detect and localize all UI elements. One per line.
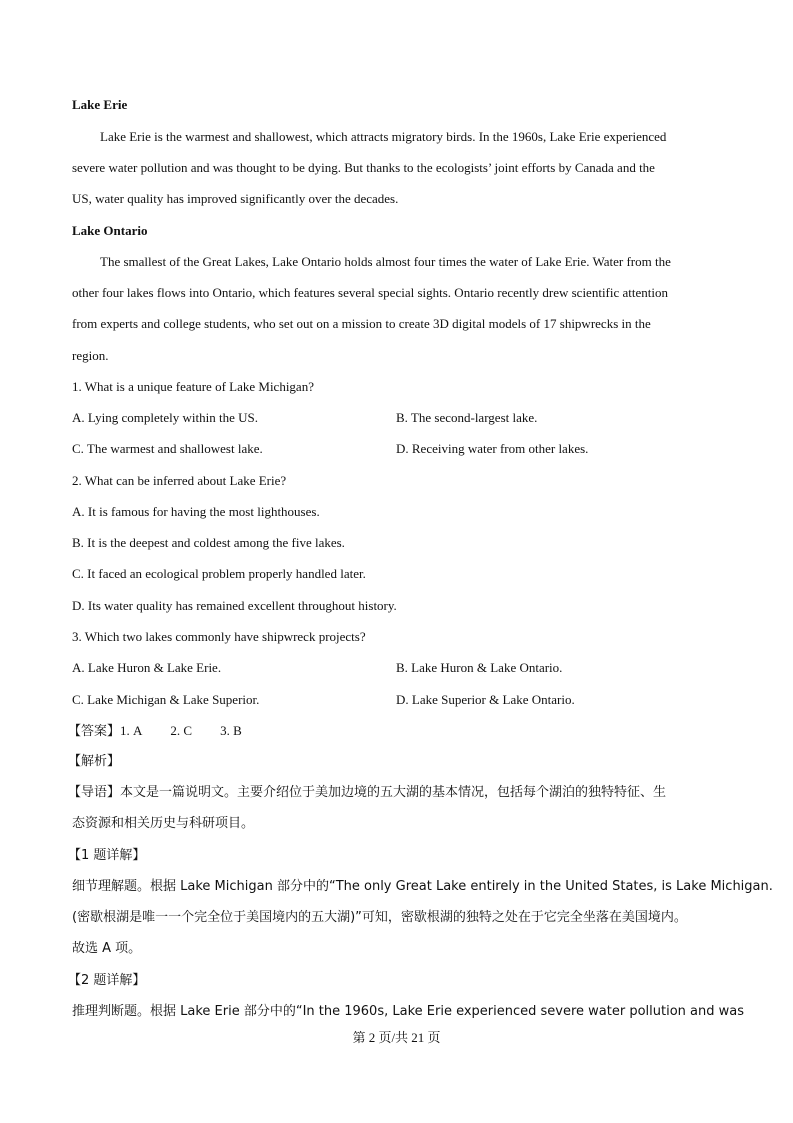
guide-line: 【导语】本文是一篇说明文。主要介绍位于美加边境的五大湖的基本情况，包括每个湖泊的独特特征、生 [68, 785, 667, 800]
option-3d: D. Lake Superior & Lake Ontario. [396, 692, 575, 707]
paragraph-line: severe water pollution and was thought to be dying. But thanks to the ecologists’ joint efforts by Canada and the [72, 160, 655, 175]
page-footer: 第 2 页/共 21 页 [352, 1030, 441, 1045]
option-1b: B. The second-largest lake. [396, 410, 538, 425]
q1-detail-line: 故选 A 项。 [72, 941, 142, 956]
q1-detail-label: 【1 题详解】 [68, 848, 146, 863]
question-stem-3: 3. Which two lakes commonly have shipwreck projects? [72, 629, 366, 644]
paragraph-line: region. [72, 348, 109, 363]
q1-detail-line: (密歇根湖是唯一一个完全位于美国境内的五大湖)”可知，密歇根湖的独特之处在于它完全坐落在美国境内。 [72, 910, 687, 925]
paragraph-line: other four lakes flows into Ontario, which features several special sights. Ontario recently drew scientific attention [72, 285, 669, 300]
option-2a: A. It is famous for having the most lighthouses. [72, 504, 320, 519]
answer-item: 1. A [120, 723, 143, 738]
option-1d: D. Receiving water from other lakes. [396, 441, 589, 456]
option-3c: C. Lake Michigan & Lake Superior. [72, 692, 260, 707]
q2-detail-line: 推理判断题。根据 Lake Erie 部分中的“In the 1960s, Lake Erie experienced severe water pollution and was [72, 1004, 744, 1019]
option-3b: B. Lake Huron & Lake Ontario. [396, 660, 563, 675]
option-1c: C. The warmest and shallowest lake. [72, 441, 263, 456]
paragraph-line: Lake Erie is the warmest and shallowest, which attracts migratory birds. In the 1960s, Lake Erie experienced [100, 129, 667, 144]
option-2b: B. It is the deepest and coldest among the five lakes. [72, 535, 345, 550]
section-title-lake-erie: Lake Erie [72, 97, 128, 112]
paragraph-line: from experts and college students, who set out on a mission to create 3D digital models of 17 shipwrecks in the [72, 316, 651, 331]
paragraph-line: US, water quality has improved significantly over the decades. [72, 191, 399, 206]
option-3a: A. Lake Huron & Lake Erie. [72, 660, 222, 675]
analysis-label: 【解析】 [68, 754, 121, 769]
option-1a: A. Lying completely within the US. [72, 410, 258, 425]
section-title-lake-ontario: Lake Ontario [72, 223, 148, 238]
option-2d: D. Its water quality has remained excellent throughout history. [72, 598, 397, 613]
answer-line [68, 723, 270, 740]
option-2c: C. It faced an ecological problem properly handled later. [72, 566, 366, 581]
answer-item: 3. B [220, 723, 242, 738]
paragraph-line: The smallest of the Great Lakes, Lake Ontario holds almost four times the water of Lake Erie. Water from the [100, 254, 671, 269]
question-stem-1: 1. What is a unique feature of Lake Michigan? [72, 379, 314, 394]
answer-item: 2. C [170, 723, 193, 738]
q2-detail-label: 【2 题详解】 [68, 973, 146, 988]
q1-detail-line: 细节理解题。根据 Lake Michigan 部分中的“The only Great Lake entirely in the United States, is Lake Michigan. [72, 879, 773, 894]
question-stem-2: 2. What can be inferred about Lake Erie? [72, 473, 287, 488]
guide-line: 态资源和相关历史与科研项目。 [72, 816, 255, 831]
answer-label: 【答案】 [68, 724, 121, 739]
